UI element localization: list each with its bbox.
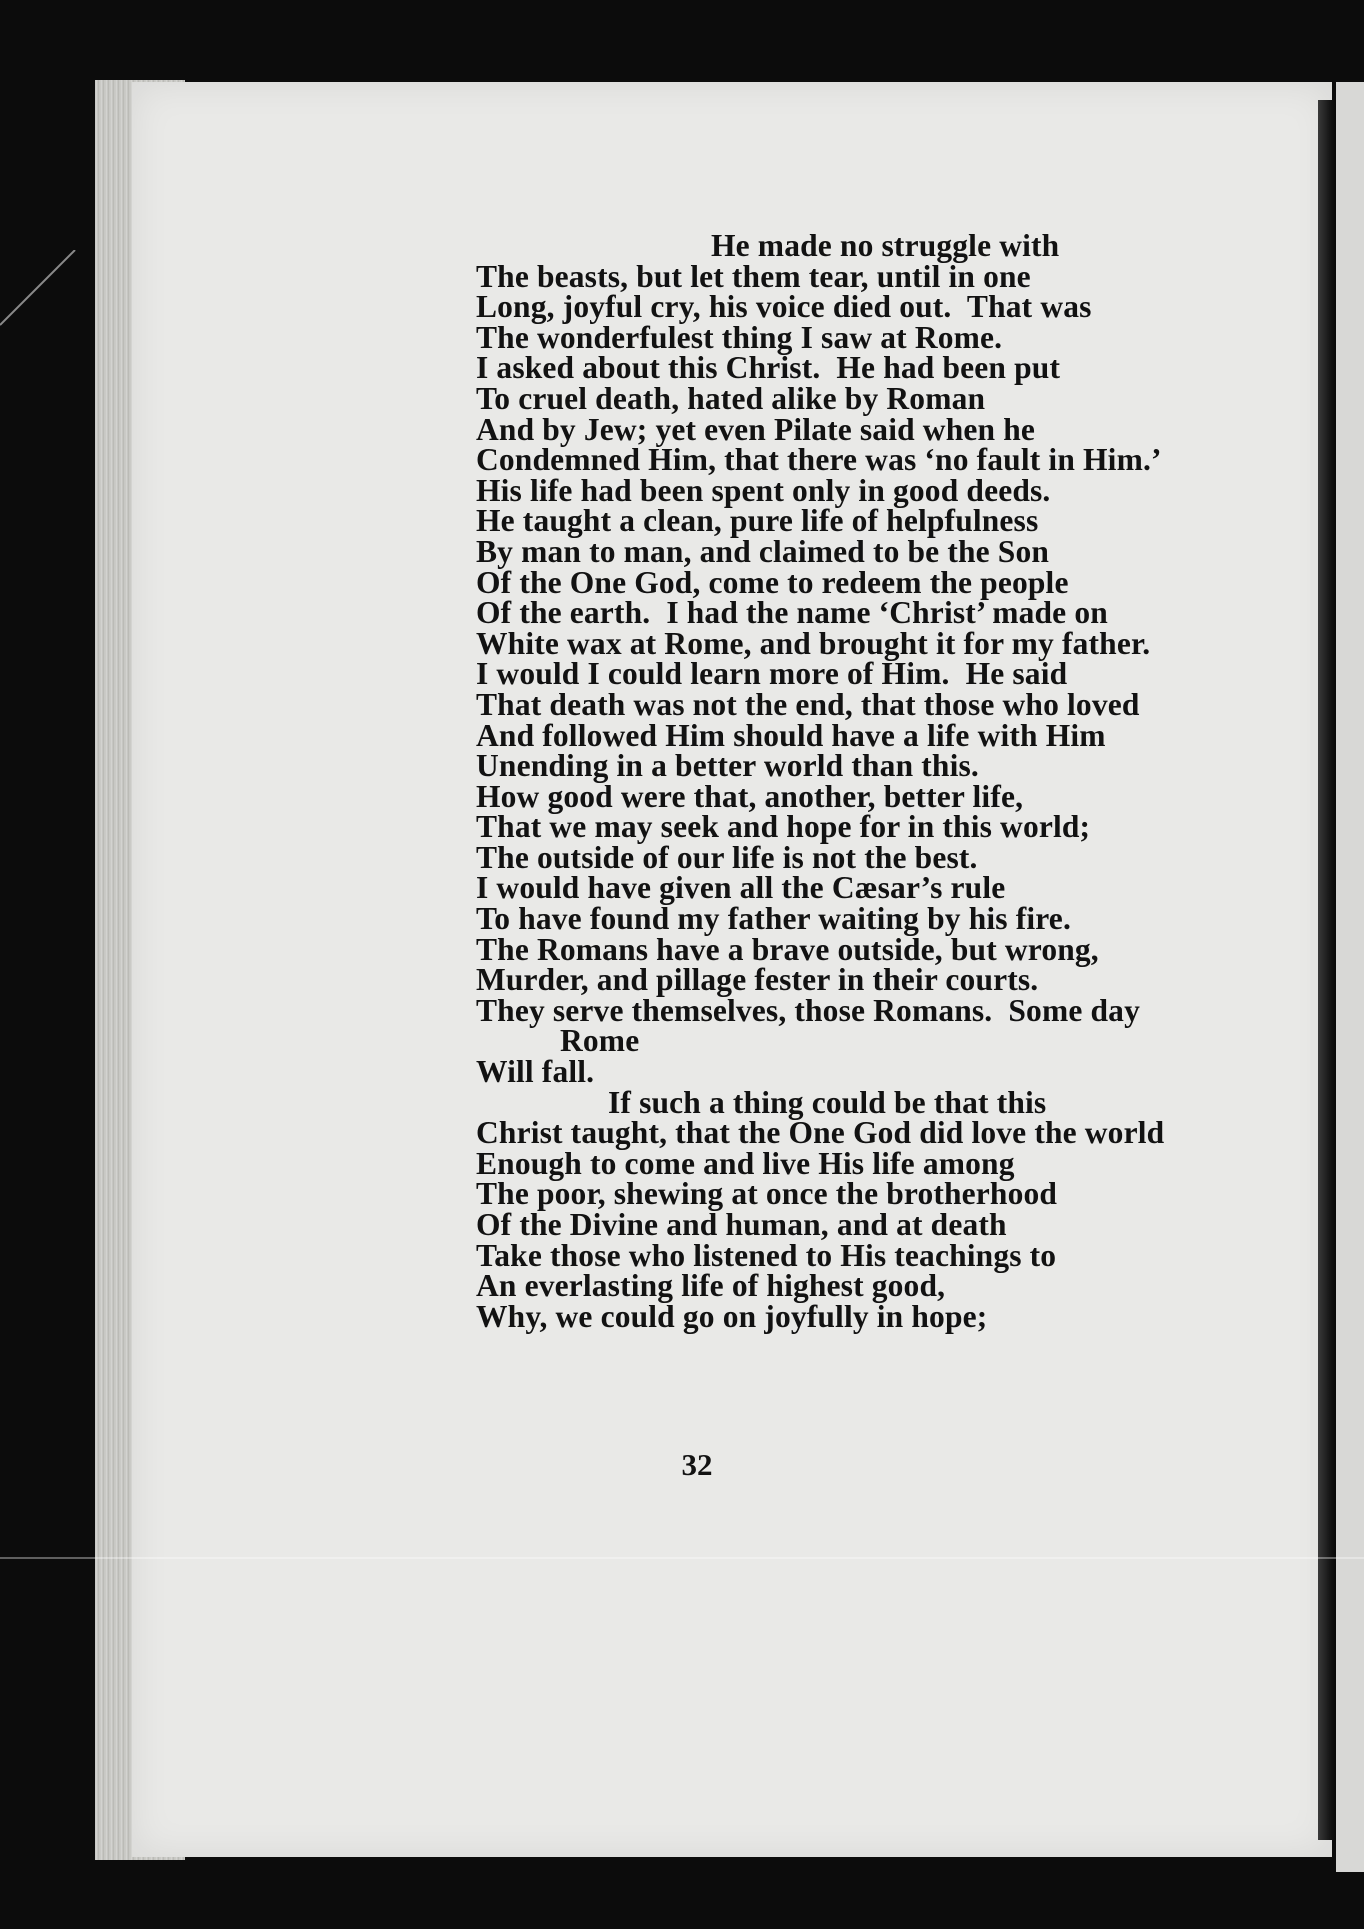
poem-line: To have found my father waiting by his fire. [476, 901, 1071, 937]
poem-line: Rome [560, 1023, 640, 1059]
poem-line: His life had been spent only in good deeds. [476, 472, 1051, 508]
poem-line: Take those who listened to His teachings to [476, 1237, 1057, 1273]
poem-line: Condemned Him, that there was ‘no fault in Him.’ [476, 442, 1162, 478]
scan-artifact-line [0, 1557, 1364, 1559]
poem-line: Of the Divine and human, and at death [476, 1207, 1007, 1242]
poem-line: He made no struggle with [711, 228, 1060, 263]
poem-line: I would have given all the Cæsar’s rule [476, 870, 1006, 906]
poem-line: And followed Him should have a life with Him [476, 717, 1106, 753]
poem-line: An everlasting life of highest good, [476, 1268, 946, 1304]
poem-line: Long, joyful cry, his voice died out. That was [476, 289, 1092, 325]
page-number: 32 [681, 1447, 713, 1482]
poem-line: Enough to come and live His life among [476, 1145, 1015, 1181]
poem-line: The outside of our life is not the best. [476, 839, 978, 875]
poem-line: Will fall. [476, 1054, 595, 1090]
poem-line: That death was not the end, that those who loved [476, 686, 1140, 722]
poem-line: The Romans have a brave outside, but wrong, [476, 931, 1099, 967]
poem-line: The beasts, but let them tear, until in one [476, 258, 1031, 294]
poem-line: The wonderfulest thing I saw at Rome. [476, 319, 1003, 355]
poem-line: They serve themselves, those Romans. Some day [476, 992, 1140, 1028]
poem-line: And by Jew; yet even Pilate said when he [476, 411, 1035, 447]
facing-page-edge [1336, 82, 1364, 1872]
scan-artifact-mark [0, 250, 80, 330]
poem-line: If such a thing could be that this [608, 1084, 1047, 1120]
poem-line: Christ taught, that the One God did love the world [476, 1115, 1165, 1151]
poem-line: I would I could learn more of Him. He said [476, 656, 1068, 692]
poem-line: That we may seek and hope for in this world; [476, 809, 1091, 845]
poem-line: White wax at Rome, and brought it for my father. [476, 625, 1151, 661]
poem-line: Of the earth. I had the name ‘Christ’ made on [476, 595, 1108, 631]
poem-line: Murder, and pillage fester in their courts. [476, 962, 1039, 998]
poem-line: By man to man, and claimed to be the Son [476, 533, 1050, 569]
poem-line: Why, we could go on joyfully in hope; [476, 1298, 988, 1334]
poem-line: I asked about this Christ. He had been put [476, 350, 1061, 386]
poem-line: He taught a clean, pure life of helpfulness [476, 503, 1039, 539]
poem-line: The poor, shewing at once the brotherhood [476, 1176, 1058, 1212]
poem-line: Unending in a better world than this. [476, 748, 979, 784]
poem-line: To cruel death, hated alike by Roman [476, 380, 986, 416]
poem-line: Of the One God, come to redeem the people [476, 564, 1069, 600]
poem-text [476, 228, 1165, 1334]
poem-line: How good were that, another, better life, [476, 778, 1024, 814]
